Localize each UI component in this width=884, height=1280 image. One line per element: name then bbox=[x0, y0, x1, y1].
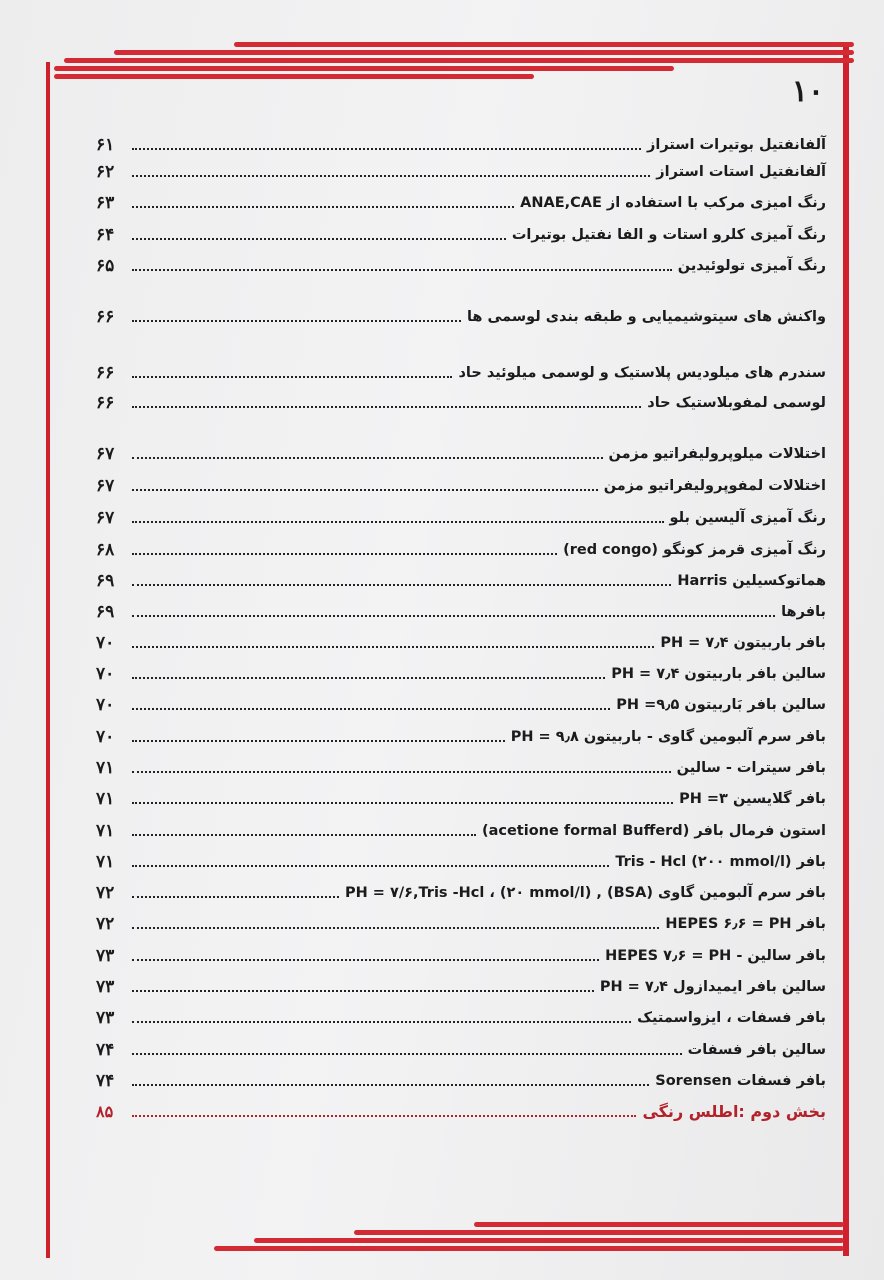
toc-entry-page: ۶۸ bbox=[96, 540, 115, 560]
toc-entry-title: بافر فسفات ، ایزواسمتیک bbox=[637, 1010, 826, 1026]
toc-leader-dots bbox=[132, 959, 599, 961]
toc-leader-dots bbox=[132, 1021, 631, 1023]
toc-entry bbox=[96, 1033, 826, 1061]
toc-entry bbox=[96, 186, 826, 214]
toc-entry-title: سالین بافر فسفات bbox=[687, 1042, 826, 1058]
toc-leader-dots bbox=[132, 708, 610, 710]
toc-entry-title: آلفانفتیل بوتیرات استراز bbox=[647, 137, 826, 153]
toc-entry-page: ۷۱ bbox=[96, 758, 115, 778]
toc-entry bbox=[96, 876, 826, 904]
top-decorative-stripes bbox=[54, 40, 854, 80]
toc-entry bbox=[96, 155, 826, 183]
toc-leader-dots bbox=[132, 1115, 636, 1117]
toc-entry bbox=[96, 814, 826, 842]
toc-entry-title: سالین بافر بَاربیتون PH =۹٫۵ bbox=[616, 697, 826, 713]
toc-leader-dots bbox=[132, 457, 603, 459]
toc-leader-dots bbox=[132, 521, 664, 523]
left-red-border bbox=[46, 62, 50, 1258]
toc-entry-page: ۶۶ bbox=[96, 307, 115, 327]
toc-entry bbox=[96, 688, 826, 716]
right-red-border bbox=[843, 44, 849, 1256]
toc-leader-dots bbox=[132, 175, 650, 177]
toc-entry-title: اختلالات لمفوپرولیفراتیو مزمن bbox=[603, 478, 826, 494]
toc-entry-title: بافر سیترات - سالین bbox=[676, 760, 826, 776]
toc-leader-dots bbox=[132, 320, 461, 322]
toc-entry-page: ۷۴ bbox=[96, 1040, 115, 1060]
toc-entry-title: سندرم های میلودیس پلاستیک و لوسمی میلوئید حاد bbox=[458, 365, 826, 381]
toc-entry-title: بافر سرم آلبومین گاوی (BSA) , PH = ۷/۶,Tris -Hcl ، (۲۰ mmol/l) bbox=[345, 885, 826, 901]
toc-leader-dots bbox=[132, 615, 775, 617]
toc-entry-title: آلفانفتیل استات استراز bbox=[656, 164, 826, 180]
toc-leader-dots bbox=[132, 927, 659, 929]
toc-leader-dots bbox=[132, 238, 506, 240]
toc-entry-title: بافرها bbox=[781, 604, 826, 620]
toc-entry-page: ۷۳ bbox=[96, 1008, 115, 1028]
toc-entry-page: ۶۶ bbox=[96, 363, 115, 383]
toc-entry bbox=[96, 595, 826, 623]
toc-entry-page: ۶۵ bbox=[96, 256, 115, 276]
toc-entry-title: بافر باربیتون PH = ۷٫۴ bbox=[660, 635, 826, 651]
toc-leader-dots bbox=[132, 376, 452, 378]
toc-entry bbox=[96, 249, 826, 277]
toc-leader-dots bbox=[132, 489, 598, 491]
toc-entry-page: ۷۱ bbox=[96, 821, 115, 841]
toc-leader-dots bbox=[132, 269, 672, 271]
toc-entry-page: ۷۱ bbox=[96, 852, 115, 872]
toc-entry bbox=[96, 564, 826, 592]
toc-entry-page: ۷۴ bbox=[96, 1071, 115, 1091]
toc-entry bbox=[96, 218, 826, 246]
toc-entry-page: ۶۶ bbox=[96, 393, 115, 413]
toc-leader-dots bbox=[132, 802, 673, 804]
toc-leader-dots bbox=[132, 896, 339, 898]
toc-leader-dots bbox=[132, 148, 641, 150]
toc-entry-page: ۶۳ bbox=[96, 193, 115, 213]
toc-entry-page: ۶۱ bbox=[96, 135, 115, 155]
toc-entry-title: اختلالات میلوپرولیفراتیو مزمن bbox=[608, 446, 826, 462]
toc-entry bbox=[96, 1064, 826, 1092]
toc-entry-page: ۷۱ bbox=[96, 789, 115, 809]
toc-entry-title: واکنش های سیتوشیمیایی و طبقه بندی لوسمی ها bbox=[466, 309, 826, 325]
toc-leader-dots bbox=[132, 646, 654, 648]
toc-entry-title: بافر Tris - Hcl (۲۰۰ mmol/l) bbox=[615, 854, 826, 870]
toc-entry bbox=[96, 907, 826, 935]
toc-entry-title: لوسمی لمفوبلاستیک حاد bbox=[647, 395, 826, 411]
toc-entry bbox=[96, 782, 826, 810]
toc-entry-title: رنگ آمیزی قرمز کونگو (red congo) bbox=[563, 542, 826, 558]
toc-leader-dots bbox=[132, 740, 505, 742]
toc-entry-page: ۶۷ bbox=[96, 476, 115, 496]
toc-entry bbox=[96, 970, 826, 998]
toc-entry bbox=[96, 845, 826, 873]
toc-entry-page: ۷۰ bbox=[96, 727, 115, 747]
toc-leader-dots bbox=[132, 406, 641, 408]
toc-leader-dots bbox=[132, 553, 557, 555]
bottom-decorative-stripes bbox=[54, 1220, 854, 1260]
toc-entry-title: بافر فسفات Sorensen bbox=[655, 1073, 826, 1089]
toc-entry-page: ۶۲ bbox=[96, 162, 115, 182]
toc-entry-title: بافر سالین - HEPES ۷٫۶ = PH bbox=[605, 948, 826, 964]
toc-entry-page: ۷۲ bbox=[96, 914, 115, 934]
toc-leader-dots bbox=[132, 677, 605, 679]
toc-entry-title: سالین بافر ایمیدازول PH = ۷٫۴ bbox=[599, 979, 826, 995]
toc-entry-page: ۶۹ bbox=[96, 571, 115, 591]
toc-entry-title: استون فرمال بافر (acetione formal Bufferd) bbox=[481, 823, 826, 839]
toc-entry bbox=[96, 501, 826, 529]
toc-entry-title: بافر گلایسین PH =۳ bbox=[679, 791, 826, 807]
toc-entry-page: ۶۹ bbox=[96, 602, 115, 622]
toc-entry-title: سالین بافر باربیتون PH = ۷٫۴ bbox=[611, 666, 826, 682]
toc-entry bbox=[96, 657, 826, 685]
toc-entry-page: ۷۳ bbox=[96, 946, 115, 966]
toc-leader-dots bbox=[132, 1053, 682, 1055]
toc-leader-dots bbox=[132, 206, 514, 208]
toc-leader-dots bbox=[132, 771, 671, 773]
toc-entry bbox=[96, 939, 826, 967]
toc-entry-page: ۶۷ bbox=[96, 444, 115, 464]
toc-entry bbox=[96, 386, 826, 414]
toc-entry-page: ۷۰ bbox=[96, 664, 115, 684]
toc-entry-page: ۶۷ bbox=[96, 508, 115, 528]
toc-entry-title: هماتوکسیلین Harris bbox=[677, 573, 826, 589]
toc-entry-page: ۷۰ bbox=[96, 633, 115, 653]
toc-leader-dots bbox=[132, 865, 609, 867]
toc-entry bbox=[96, 1001, 826, 1029]
toc-entry-title: رنگ امیزی مرکب با استفاده از ANAE,CAE bbox=[520, 195, 826, 211]
toc-entry bbox=[96, 751, 826, 779]
page-number: ۱۰ bbox=[791, 74, 824, 109]
toc-entry-title: بافر سرم آلبومین گاوی - باربیتون PH = ۹٫۸ bbox=[510, 729, 826, 745]
toc-section-heading bbox=[96, 1095, 826, 1123]
toc-entry-page: ۶۴ bbox=[96, 225, 115, 245]
toc-entry bbox=[96, 626, 826, 654]
toc-entry-page: ۷۳ bbox=[96, 977, 115, 997]
toc-entry-page: ۸۵ bbox=[96, 1102, 114, 1121]
toc-leader-dots bbox=[132, 584, 671, 586]
toc-entry-title: رنگ آمیزی کلرو استات و الفا نفتیل بوتیرات bbox=[511, 227, 826, 243]
toc-entry-title: بخش دوم :اطلس رنگی bbox=[642, 1102, 826, 1121]
toc-entry bbox=[96, 128, 826, 156]
toc-entry bbox=[96, 533, 826, 561]
toc-entry bbox=[96, 469, 826, 497]
toc-leader-dots bbox=[132, 834, 476, 836]
toc-entry-page: ۷۲ bbox=[96, 883, 115, 903]
toc-entry-title: رنگ آمیزی آلیسین بلو bbox=[669, 510, 826, 526]
toc-leader-dots bbox=[132, 1084, 649, 1086]
toc-entry bbox=[96, 300, 826, 328]
toc-entry-title: بافر HEPES ۶٫۶ = PH bbox=[665, 916, 826, 932]
toc-entry-page: ۷۰ bbox=[96, 695, 115, 715]
toc-leader-dots bbox=[132, 990, 594, 992]
toc-entry-title: رنگ آمیزی تولوئیدین bbox=[677, 258, 826, 274]
toc-entry bbox=[96, 356, 826, 384]
toc-entry bbox=[96, 720, 826, 748]
toc-entry bbox=[96, 437, 826, 465]
